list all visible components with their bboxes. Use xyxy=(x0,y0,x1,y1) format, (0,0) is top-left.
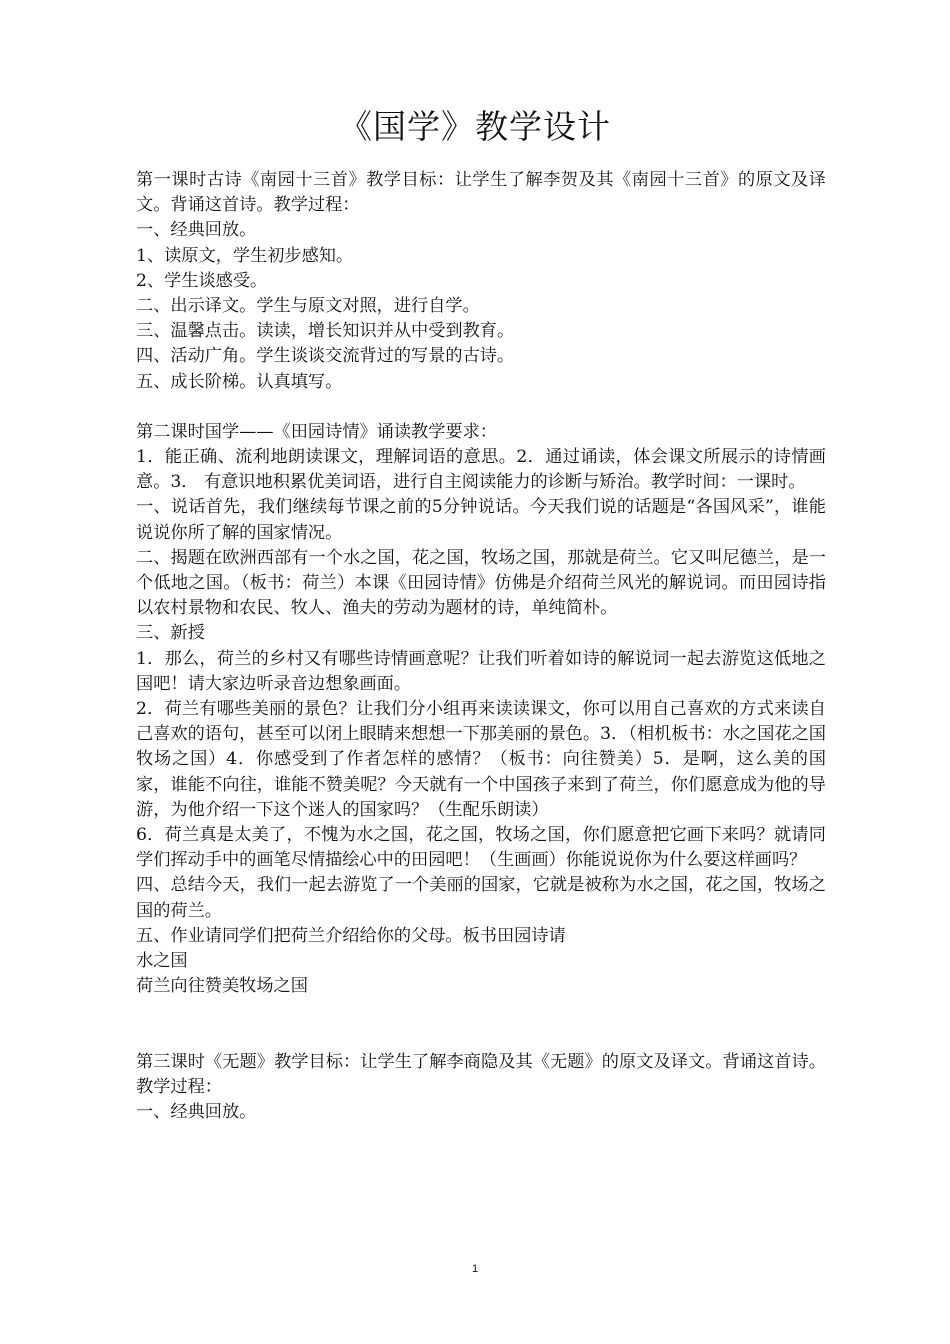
lesson1-line: 一、经典回放。 xyxy=(136,220,257,241)
page-number: 1 xyxy=(471,1263,479,1275)
lesson1-line: 三、温馨点击。读读，增长知识并从中受到教育。 xyxy=(136,321,515,342)
lesson1-line: 五、成长阶梯。认真填写。 xyxy=(136,371,343,392)
lesson2-paragraph: 五、作业请同学们把荷兰介绍给你的父母。板书田园诗请 xyxy=(136,925,566,946)
lesson2-paragraph: 四、总结今天，我们一起去游览了一个美丽的国家，它就是被称为水之国，花之国，牧场之国的荷兰。 xyxy=(136,875,826,921)
lesson2-paragraph: 三、新授 xyxy=(136,623,205,644)
lesson2-paragraph: 1．那么，荷兰的乡村又有哪些诗情画意呢？让我们听着如诗的解说词一起去游览这低地之国吧！请大家边听录音边想象画面。 xyxy=(136,648,826,694)
lesson3-intro: 第三课时《无题》教学目标：让学生了解李商隐及其《无题》的原文及译文。背诵这首诗。教学过程： xyxy=(136,1051,826,1097)
paragraph-spacer xyxy=(136,1000,826,1050)
lesson2-paragraph: 二、揭题在欧洲西部有一个水之国，花之国，牧场之国，那就是荷兰。它又叫尼德兰，是一个低地之国。（板书：荷兰）本课《田园诗情》仿佛是介绍荷兰风光的解说词。而田园诗指以农村景物和农民、牧人、渔夫的劳动为题材的诗，单纯简朴。 xyxy=(136,547,826,619)
lesson2-paragraph: 一、说话首先，我们继续每节课之前的5分钟说话。今天我们说的话题是“各国风采”，谁能说说你所了解的国家情况。 xyxy=(136,497,826,543)
paragraph-spacer xyxy=(136,395,826,420)
lesson1-line: 四、活动广角。学生谈谈交流背过的写景的古诗。 xyxy=(136,346,515,367)
blackboard-line: 荷兰向往赞美牧场之国 xyxy=(136,976,308,997)
lesson2-intro: 第二课时国学——《田园诗情》诵读教学要求： xyxy=(136,421,497,442)
lesson1-intro: 第一课时古诗《南园十三首》教学目标：让学生了解李贺及其《南园十三首》的原文及译文。背诵这首诗。教学过程： xyxy=(136,170,826,216)
document-body xyxy=(136,168,826,1125)
lesson2-paragraph: 6．荷兰真是太美了，不愧为水之国，花之国，牧场之国，你们愿意把它画下来吗？就请同学们挥动手中的画笔尽情描绘心中的田园吧！（生画画）你能说说你为什么要这样画吗？ xyxy=(136,825,826,871)
lesson1-line: 1、读原文，学生初步感知。 xyxy=(136,245,354,266)
lesson3-line: 一、经典回放。 xyxy=(136,1101,257,1122)
lesson2-paragraph: 1．能正确、流利地朗读课文，理解词语的意思。2．通过诵读，体会课文所展示的诗情画意。3． 有意识地积累优美词语，进行自主阅读能力的诊断与矫治。教学时间：一课时。 xyxy=(136,447,826,493)
lesson1-line: 二、出示译文。学生与原文对照，进行自学。 xyxy=(136,296,480,317)
document-title: 《国学》教学设计 xyxy=(339,107,611,146)
blackboard-line: 水之国 xyxy=(136,951,188,972)
lesson2-paragraph: 2．荷兰有哪些美丽的景色？让我们分小组再来读读课文，你可以用自己喜欢的方式来读自己喜欢的语句，甚至可以闭上眼睛来想想一下那美丽的景色。3．（相机板书：水之国花之国牧场之国）4．你感受到了作者怎样的感情？（板书：向往赞美）5．是啊，这么美的国家，谁能不向往，谁能不赞美呢？今天就有一个中国孩子来到了荷兰，你们愿意成为他的导游，为他介绍一下这个迷人的国家吗？（生配乐朗读） xyxy=(136,699,826,820)
lesson1-line: 2、学生谈感受。 xyxy=(136,270,268,291)
